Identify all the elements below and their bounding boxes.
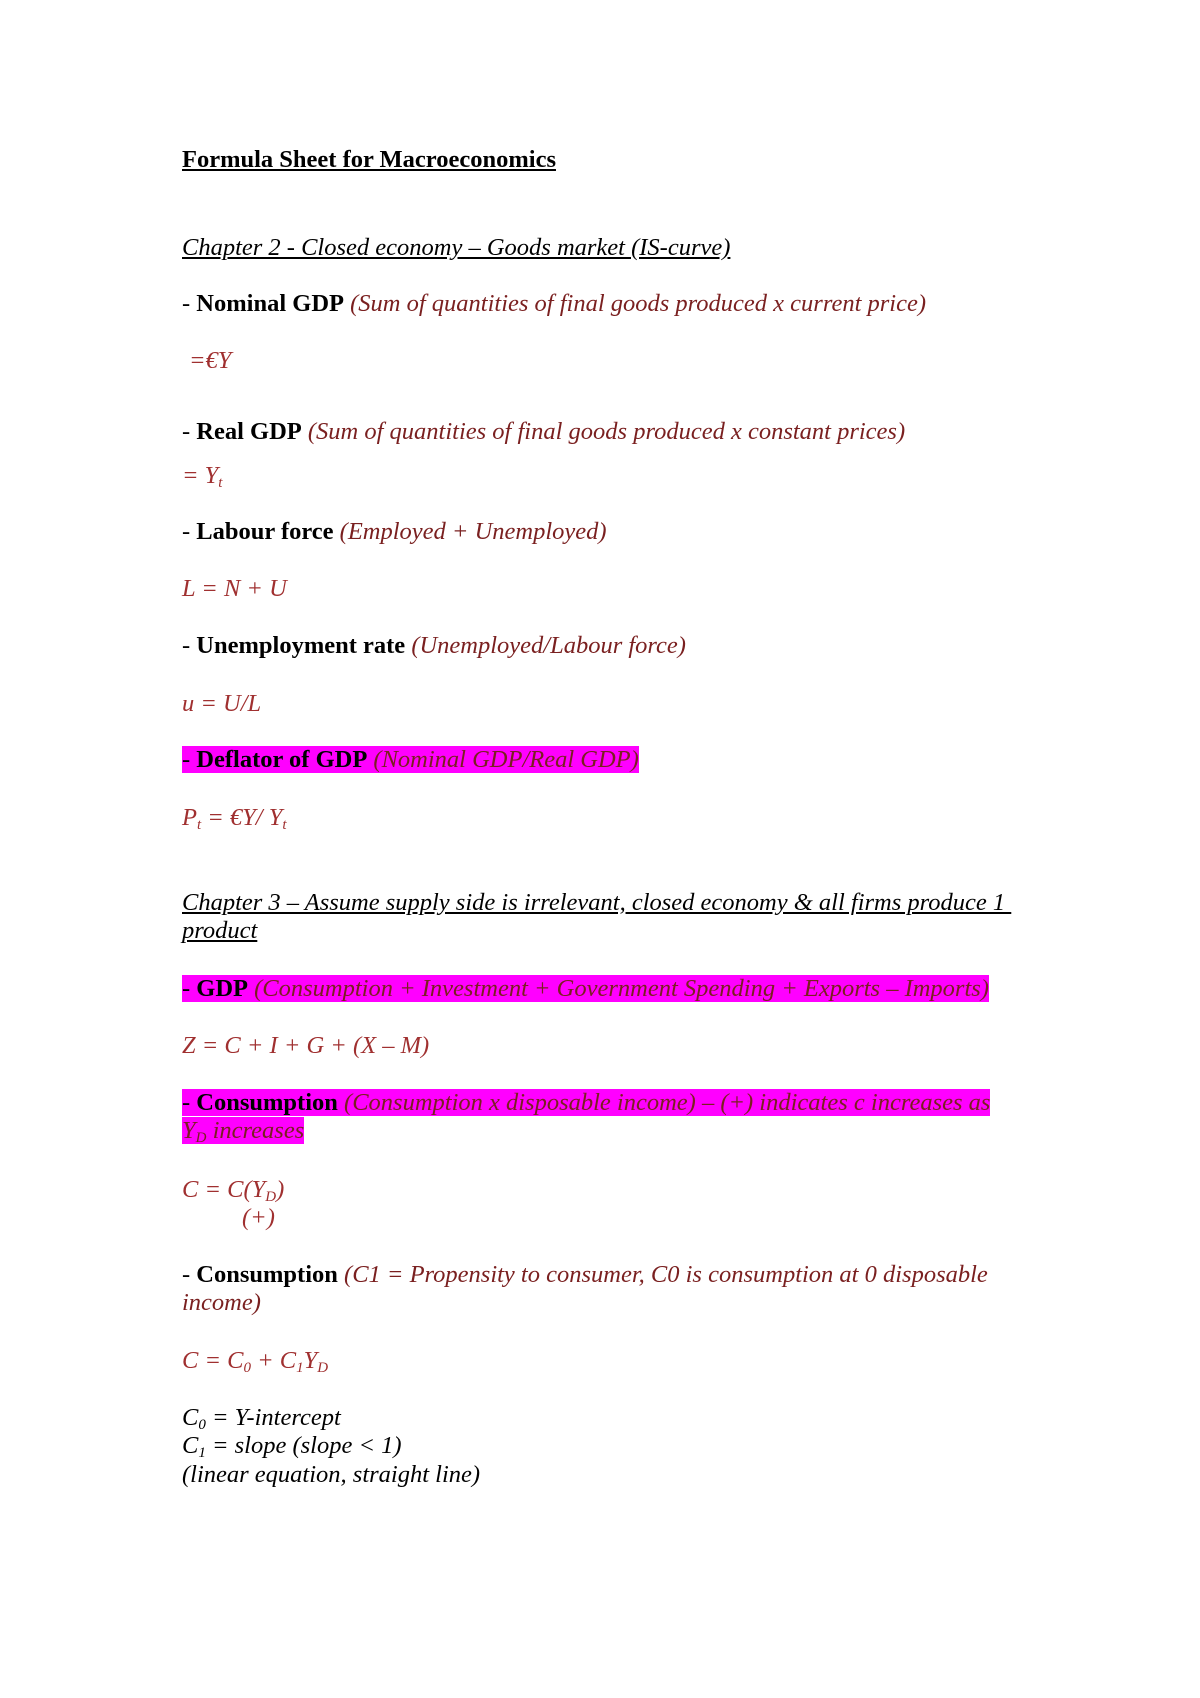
real-gdp-term: Real GDP xyxy=(196,418,302,445)
labour-force-description: (Employed + Unemployed) xyxy=(339,518,607,545)
consumption-function-formula xyxy=(182,1176,284,1204)
nominal-gdp-formula: =€Y xyxy=(189,347,232,374)
labour-force-formula: L = N + U xyxy=(182,575,287,602)
gdp-deflator-formula-p-subscript: t xyxy=(196,817,202,833)
consumption-linear-formula-c0-subscript: 0 xyxy=(243,1360,251,1376)
consumption-linear-description: (C1 = Propensity to consumer, C0 is consumption at 0 disposable income) xyxy=(182,1261,988,1317)
highlight-mark xyxy=(182,1089,991,1147)
nominal-gdp-term: Nominal GDP xyxy=(196,290,344,317)
bullet-dash: - xyxy=(182,746,197,773)
consumption-function-sign: (+) xyxy=(242,1204,275,1231)
c0-note-rest: = Y-intercept xyxy=(205,1404,341,1431)
unemployment-rate-term: Unemployment rate xyxy=(196,632,406,659)
bullet-dash: - xyxy=(182,1089,197,1116)
real-gdp-description: (Sum of quantities of final goods produced x constant prices) xyxy=(307,418,906,445)
c0-note-subscript: 0 xyxy=(198,1417,206,1433)
real-gdp-formula xyxy=(182,462,222,490)
gdp-description: (Consumption + Investment + Government Spending + Exports – Imports) xyxy=(254,975,989,1002)
c0-note-main: C xyxy=(182,1404,199,1431)
bullet-dash: - xyxy=(182,975,197,1002)
consumption-function-description-subscript: D xyxy=(195,1130,207,1147)
real-gdp-formula-subscript: t xyxy=(218,475,223,491)
consumption-linear-term: Consumption xyxy=(196,1261,338,1288)
consumption-linear-formula-yd-subscript: D xyxy=(317,1360,329,1376)
consumption-function-description: (Consumption x disposable income) – (+) indicates c increases as xyxy=(344,1089,991,1116)
consumption-function-term: Consumption xyxy=(196,1089,338,1116)
nominal-gdp-description: (Sum of quantities of final goods produced x current price) xyxy=(350,290,927,317)
chapter-2-heading: Chapter 2 - Closed economy – Goods market (IS-curve) xyxy=(182,234,731,261)
bullet-dash: - xyxy=(182,518,197,545)
consumption-linear-formula-plus: + C xyxy=(250,1347,297,1374)
unemployment-rate-description: (Unemployed/Labour force) xyxy=(411,632,686,659)
consumption-linear-formula xyxy=(182,1347,328,1375)
gdp-deflator-formula-y-subscript: t xyxy=(282,817,287,833)
highlight-mark xyxy=(182,975,989,1002)
document-title: Formula Sheet for Macroeconomics xyxy=(182,146,556,173)
c1-note-rest: = slope (slope < 1) xyxy=(205,1432,402,1459)
unemployment-rate-definition xyxy=(182,632,686,660)
bullet-dash: - xyxy=(182,418,197,445)
gdp-deflator-formula-p: P xyxy=(182,804,197,831)
gdp-deflator-description: (Nominal GDP/Real GDP) xyxy=(373,746,639,773)
c1-note xyxy=(182,1432,402,1460)
gdp-definition xyxy=(182,975,989,1003)
gdp-deflator-term: Deflator of GDP xyxy=(196,746,368,773)
linear-equation-note: (linear equation, straight line) xyxy=(182,1461,481,1488)
unemployment-rate-formula: u = U/L xyxy=(182,690,262,717)
nominal-gdp-definition xyxy=(182,290,926,318)
gdp-deflator-definition xyxy=(182,746,639,774)
bullet-dash: - xyxy=(182,632,197,659)
consumption-linear-formula-c: C = C xyxy=(182,1347,244,1374)
real-gdp-definition xyxy=(182,418,905,446)
consumption-function-formula-subscript: D xyxy=(265,1189,277,1205)
c1-note-subscript: 1 xyxy=(198,1445,206,1461)
gdp-deflator-formula xyxy=(182,804,287,832)
real-gdp-formula-main: = Y xyxy=(182,462,219,489)
bullet-dash: - xyxy=(182,290,197,317)
consumption-linear-formula-c1-subscript: 1 xyxy=(296,1360,304,1376)
consumption-function-description-end: increases xyxy=(206,1117,305,1145)
chapter-3-heading: Chapter 3 – Assume supply side is irrelevant, closed economy & all firms produce 1 product xyxy=(182,889,1006,945)
bullet-dash: - xyxy=(182,1261,197,1288)
c0-note xyxy=(182,1404,341,1432)
gdp-formula: Z = C + I + G + (X – M) xyxy=(182,1032,430,1059)
highlight-mark xyxy=(182,746,639,773)
labour-force-definition xyxy=(182,518,607,546)
consumption-function-formula-main: C = C(Y xyxy=(182,1176,266,1203)
gdp-deflator-formula-rest: = €Y/ Y xyxy=(201,804,283,831)
gdp-term: GDP xyxy=(196,975,249,1002)
c1-note-main: C xyxy=(182,1432,199,1459)
consumption-linear-formula-y: Y xyxy=(303,1347,318,1374)
consumption-function-formula-close: ) xyxy=(276,1176,285,1203)
labour-force-term: Labour force xyxy=(196,518,334,545)
consumption-linear-definition xyxy=(182,1261,988,1318)
consumption-function-description-y: Y xyxy=(182,1117,196,1145)
consumption-function-definition xyxy=(182,1089,990,1146)
